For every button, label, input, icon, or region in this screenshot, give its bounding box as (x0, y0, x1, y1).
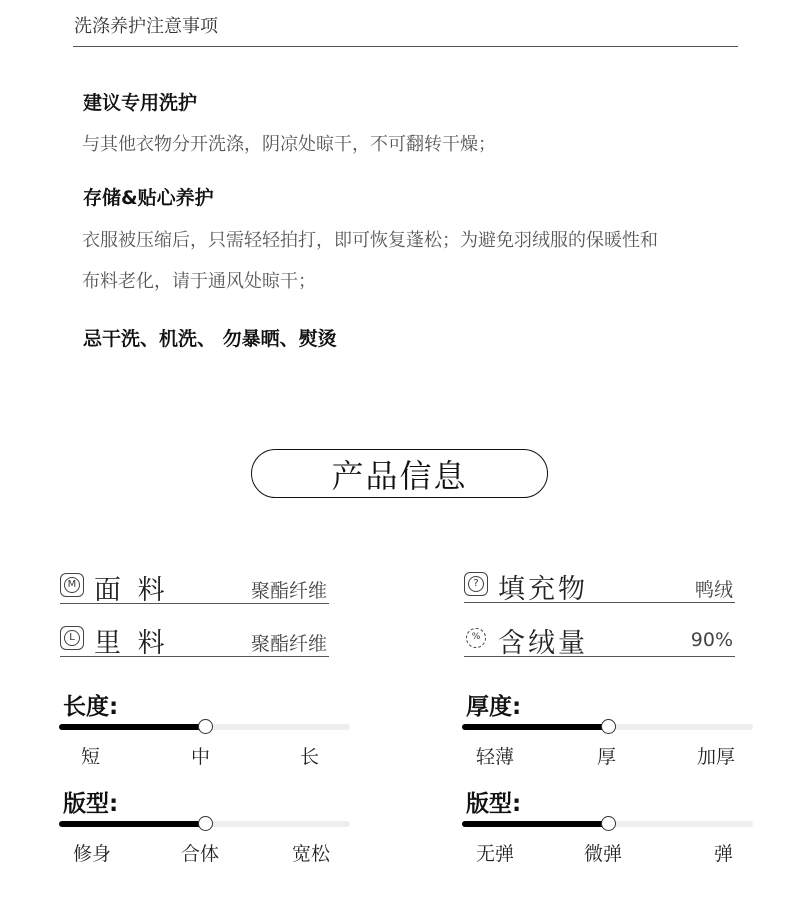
attr-filling-label: 填充物 (498, 574, 588, 605)
attr-down-content (464, 623, 735, 657)
attr-filling-value: 鸭绒 (694, 579, 733, 601)
scale-stretch-tick-slight: 微弹 (584, 843, 623, 865)
scale-length-tick-short: 短 (81, 746, 101, 768)
fabric-icon: M (60, 573, 84, 597)
scale-fit-tick-loose: 宽松 (292, 843, 331, 865)
scale-stretch-tick-none: 无弹 (476, 843, 515, 865)
scale-fit-fill (59, 821, 205, 827)
scale-thickness-tick-thick: 厚 (597, 746, 617, 768)
attr-fabric-value: 聚酯纤维 (250, 580, 327, 602)
scale-thickness-title: 厚度: (466, 694, 522, 720)
scale-thickness-tick-extra: 加厚 (697, 746, 736, 768)
scale-thickness-track (462, 724, 753, 730)
scale-stretch-title: 版型: (466, 791, 522, 817)
scale-length-knob (198, 719, 213, 734)
scale-stretch-tick-stretch: 弹 (714, 843, 734, 865)
attr-filling (464, 569, 735, 603)
care-text-dedicated: 与其他衣物分开洗涤，阴凉处晾干，不可翻转干燥； (82, 134, 496, 155)
scale-fit-tick-regular: 合体 (181, 843, 220, 865)
care-title-storage: 存储&贴心养护 (83, 187, 214, 209)
lining-icon: L (60, 626, 84, 650)
attr-fabric-label: 面 料 (94, 575, 169, 606)
scale-thickness-tick-thin: 轻薄 (476, 746, 515, 768)
scale-fit-title: 版型: (63, 791, 119, 817)
scale-length-tick-long: 长 (300, 746, 320, 768)
care-title-warnings: 忌干洗、机洗、 勿暴晒、熨烫 (83, 328, 337, 350)
care-title-dedicated: 建议专用洗护 (83, 92, 198, 114)
scale-fit-track (59, 821, 350, 827)
attr-fabric (60, 570, 329, 604)
scale-thickness-fill (462, 724, 608, 730)
percent-icon: % (464, 626, 488, 650)
care-header: 洗涤养护注意事项 (74, 16, 218, 37)
product-info-heading: 产品信息 (251, 449, 548, 498)
scale-length-title: 长度: (63, 694, 119, 720)
scale-stretch-knob (601, 816, 616, 831)
scale-stretch-track (462, 821, 753, 827)
care-text-storage-line1: 衣服被压缩后，只需轻轻拍打，即可恢复蓬松；为避免羽绒服的保暖性和 (82, 230, 658, 251)
scale-length-track (59, 724, 350, 730)
attr-lining-value: 聚酯纤维 (250, 633, 327, 655)
attr-down-content-label: 含绒量 (498, 628, 588, 659)
care-text-storage-line2: 布料老化，请于通风处晾干； (82, 271, 316, 292)
attr-lining-label: 里 料 (94, 628, 169, 659)
question-icon: ? (464, 572, 488, 596)
scale-thickness-knob (601, 719, 616, 734)
scale-length-tick-mid: 中 (191, 746, 211, 768)
scale-length-fill (59, 724, 205, 730)
divider (73, 46, 738, 47)
attr-lining (60, 623, 329, 657)
attr-down-content-value: 90% (690, 629, 733, 651)
scale-fit-tick-slim: 修身 (73, 843, 112, 865)
scale-stretch-fill (462, 821, 608, 827)
scale-fit-knob (198, 816, 213, 831)
